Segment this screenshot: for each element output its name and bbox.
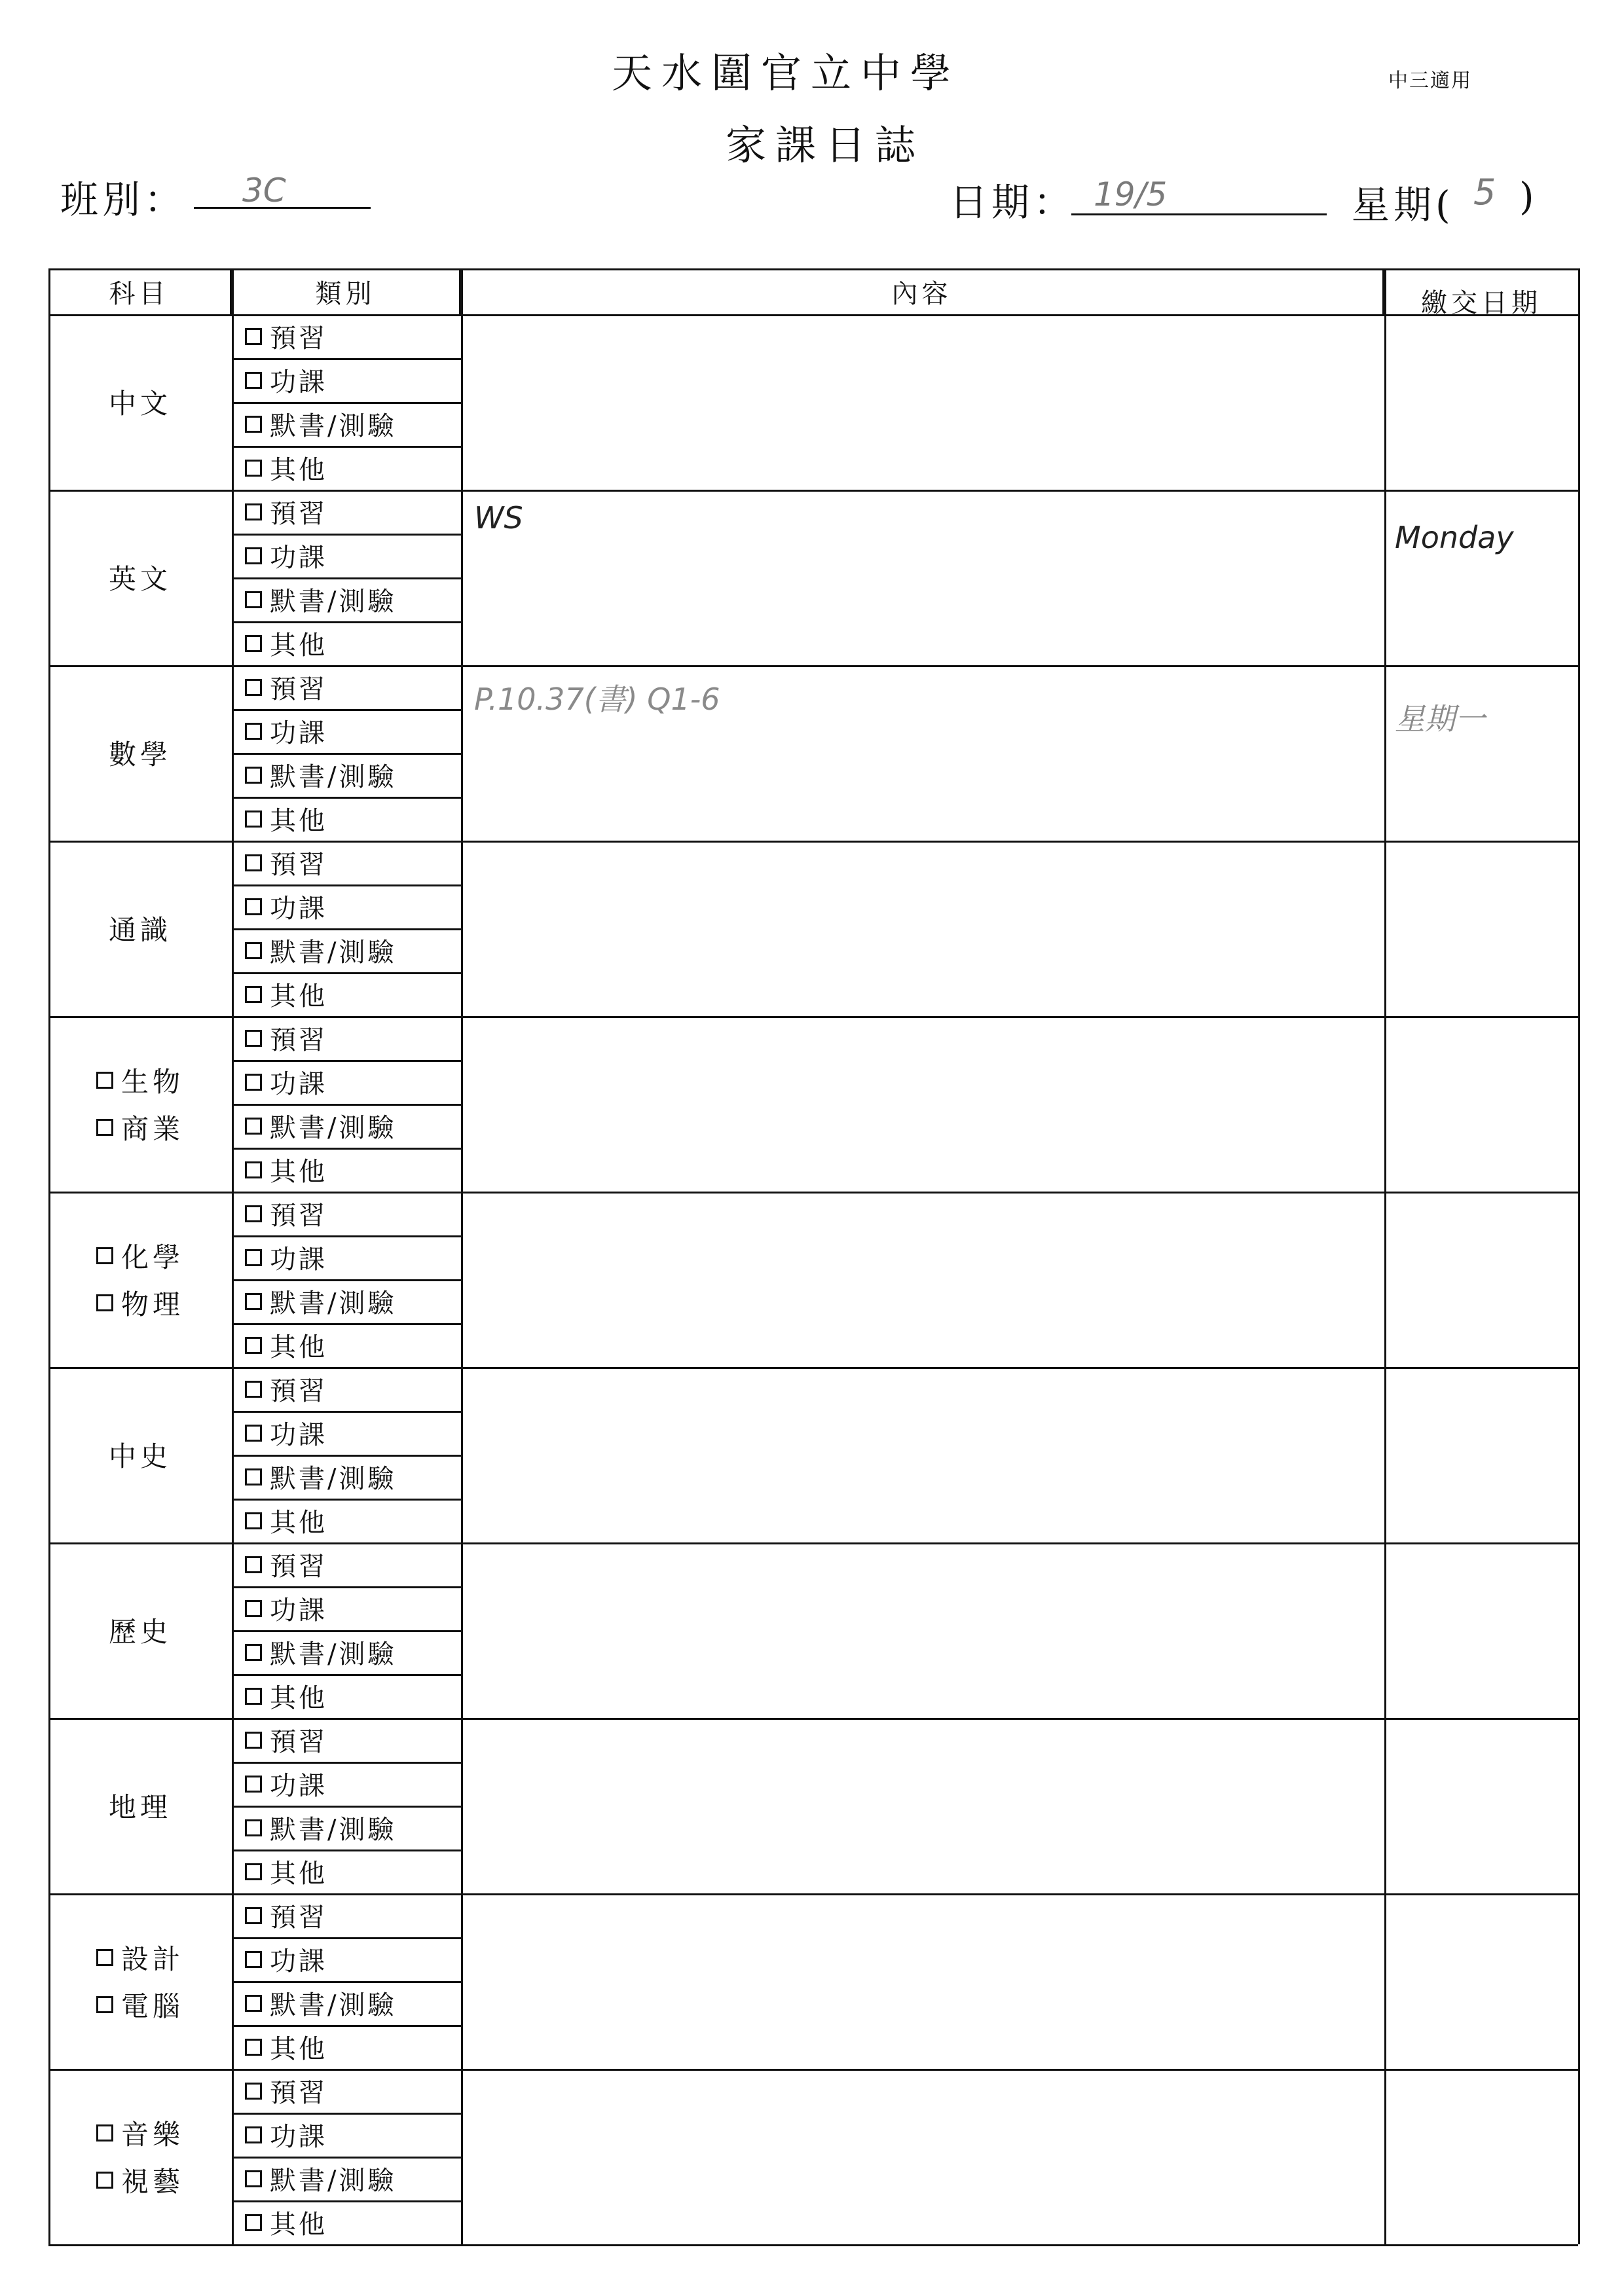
subject-label: 中史: [108, 1440, 172, 1472]
subject-option[interactable]: [96, 1108, 184, 1147]
checkbox-icon[interactable]: [245, 591, 262, 608]
subject-label: 通識: [108, 914, 172, 946]
category-row-line: [232, 1806, 461, 1808]
category-item[interactable]: [245, 1367, 327, 1411]
checkbox-icon[interactable]: [96, 1247, 113, 1264]
category-item[interactable]: [245, 972, 327, 1016]
checkbox-icon[interactable]: [245, 1074, 262, 1091]
checkbox-icon[interactable]: [245, 1118, 262, 1135]
category-label: 功課: [270, 718, 327, 748]
checkbox-icon[interactable]: [245, 1819, 262, 1836]
subject-option-label: 視藝: [120, 2166, 184, 2198]
category-item[interactable]: [245, 1411, 327, 1455]
subject-option-label: 電腦: [120, 1990, 184, 2022]
checkbox-icon[interactable]: [245, 986, 262, 1003]
subject-cell: [48, 1542, 232, 1718]
checkbox-icon[interactable]: [245, 1863, 262, 1880]
category-label: 默書/測驗: [270, 1288, 397, 1319]
category-item[interactable]: [245, 2025, 327, 2069]
homework-content: WS: [474, 500, 523, 536]
category-row-line: [232, 577, 461, 579]
category-row-line: [232, 402, 461, 404]
category-label: 其他: [270, 981, 327, 1011]
document-title: 家課日誌: [725, 121, 925, 169]
category-item[interactable]: [245, 1542, 327, 1586]
category-label: 功課: [270, 1771, 327, 1801]
checkbox-icon[interactable]: [245, 898, 262, 915]
checkbox-icon[interactable]: [245, 1995, 262, 2012]
category-label: 預習: [270, 674, 327, 704]
category-item[interactable]: [245, 1235, 327, 1279]
category-item[interactable]: [245, 1016, 327, 1060]
category-row-line: [232, 1411, 461, 1413]
category-item[interactable]: [245, 1762, 327, 1806]
category-row-line: [232, 534, 461, 536]
checkbox-icon[interactable]: [245, 1512, 262, 1529]
due-date: 星期一: [1395, 701, 1485, 737]
category-item[interactable]: [245, 577, 396, 621]
subject-option-label: 商業: [120, 1113, 184, 1145]
checkbox-icon[interactable]: [245, 1337, 262, 1354]
checkbox-icon[interactable]: [245, 1644, 262, 1661]
category-row-line: [232, 1850, 461, 1851]
category-label: 默書/測驗: [270, 1639, 397, 1669]
category-item[interactable]: [245, 490, 327, 534]
category-item[interactable]: [245, 1806, 396, 1850]
category-label: 功課: [270, 1069, 327, 1099]
checkbox-icon[interactable]: [245, 2083, 262, 2100]
category-label: 其他: [270, 1859, 327, 1889]
checkbox-icon[interactable]: [245, 372, 262, 389]
category-item[interactable]: [245, 1850, 327, 1893]
category-label: 功課: [270, 894, 327, 924]
category-row-line: [232, 884, 461, 886]
category-label: 其他: [270, 630, 327, 661]
category-label: 其他: [270, 806, 327, 836]
checkbox-icon[interactable]: [245, 811, 262, 828]
checkbox-icon[interactable]: [245, 942, 262, 959]
category-row-line: [232, 1937, 461, 1939]
weekday-label: 星期(: [1352, 183, 1454, 227]
checkbox-icon[interactable]: [245, 2039, 262, 2056]
category-item[interactable]: [245, 1499, 327, 1542]
category-label: 默書/測驗: [270, 1990, 397, 2020]
category-item[interactable]: [245, 2069, 327, 2113]
date-label: 日期：: [950, 180, 1076, 225]
subject-label: 中文: [108, 388, 172, 420]
checkbox-icon[interactable]: [245, 1425, 262, 1442]
category-label: 其他: [270, 1508, 327, 1538]
category-row-line: [232, 2200, 461, 2202]
checkbox-icon[interactable]: [245, 1556, 262, 1573]
category-row-line: [232, 2157, 461, 2159]
header-subject: 科目: [48, 268, 232, 314]
category-row-line: [232, 1981, 461, 1983]
category-row-line: [232, 1586, 461, 1588]
subject-option-label: 音樂: [120, 2119, 184, 2151]
category-label: 功課: [270, 1245, 327, 1275]
category-item[interactable]: [245, 1937, 327, 1981]
checkbox-icon[interactable]: [245, 1293, 262, 1310]
category-label: 默書/測驗: [270, 1815, 397, 1845]
category-label: 默書/測驗: [270, 1113, 397, 1143]
subject-option-label: 生物: [120, 1066, 184, 1098]
subject-cell: [48, 1367, 232, 1542]
category-item[interactable]: [245, 1323, 327, 1367]
category-label: 預習: [270, 1552, 327, 1582]
subject-option-label: 設計: [120, 1943, 184, 1975]
category-item[interactable]: [245, 314, 327, 358]
category-row-line: [232, 1674, 461, 1676]
category-label: 默書/測驗: [270, 2166, 397, 2196]
checkbox-icon[interactable]: [245, 547, 262, 564]
category-label: 其他: [270, 1157, 327, 1187]
checkbox-icon[interactable]: [245, 460, 262, 477]
category-row-line: [232, 753, 461, 755]
category-item[interactable]: [245, 1455, 396, 1499]
category-item[interactable]: [245, 1279, 396, 1323]
category-item[interactable]: [245, 1630, 396, 1674]
category-item[interactable]: [245, 928, 396, 972]
subject-group-line: [48, 2244, 1578, 2246]
category-label: 預習: [270, 850, 327, 880]
category-label: 預習: [270, 323, 327, 354]
category-row-line: [232, 446, 461, 448]
category-label: 預習: [270, 1025, 327, 1055]
category-item[interactable]: [245, 1893, 327, 1937]
checkbox-icon[interactable]: [96, 1072, 113, 1089]
checkbox-icon[interactable]: [245, 2126, 262, 2143]
category-row-line: [232, 2025, 461, 2027]
category-row-line: [232, 1148, 461, 1150]
category-label: 預習: [270, 2078, 327, 2108]
category-row-line: [232, 1104, 461, 1106]
category-label: 默書/測驗: [270, 411, 397, 441]
subject-cell: [48, 1893, 232, 2069]
checkbox-icon[interactable]: [245, 767, 262, 784]
category-label: 其他: [270, 1683, 327, 1713]
subject-label: 英文: [108, 563, 172, 595]
category-label: 功課: [270, 367, 327, 397]
category-row-line: [232, 928, 461, 930]
category-label: 預習: [270, 1376, 327, 1406]
category-item[interactable]: [245, 2113, 327, 2157]
checkbox-icon[interactable]: [245, 1468, 262, 1485]
category-row-line: [232, 1499, 461, 1501]
category-item[interactable]: [245, 1586, 327, 1630]
checkbox-icon[interactable]: [96, 1294, 113, 1311]
category-row-line: [232, 1323, 461, 1325]
subject-option-label: 化學: [120, 1241, 184, 1273]
category-item[interactable]: [245, 797, 327, 841]
category-label: 預習: [270, 1903, 327, 1933]
subject-cell: [48, 314, 232, 490]
checkbox-icon[interactable]: [96, 2172, 113, 2189]
header-category: 類別: [232, 268, 461, 314]
column-line: [461, 268, 463, 2244]
category-item[interactable]: [245, 621, 327, 665]
category-label: 功課: [270, 1946, 327, 1977]
category-item[interactable]: [245, 665, 327, 709]
checkbox-icon[interactable]: [245, 723, 262, 740]
category-label: 預習: [270, 1727, 327, 1757]
category-item[interactable]: [245, 1674, 327, 1718]
form-usage-note: 中三適用: [1388, 69, 1472, 92]
category-label: 預習: [270, 499, 327, 529]
category-item[interactable]: [245, 884, 327, 928]
subject-option[interactable]: [96, 2113, 184, 2153]
category-label: 功課: [270, 543, 327, 573]
checkbox-icon[interactable]: [96, 2124, 113, 2141]
class-label: 班別：: [60, 177, 187, 222]
category-item[interactable]: [245, 1060, 327, 1104]
category-row-line: [232, 1060, 461, 1062]
table-border-top: [48, 268, 1578, 270]
category-row-line: [232, 1630, 461, 1632]
category-row-line: [232, 797, 461, 799]
category-item[interactable]: [245, 2157, 396, 2200]
checkbox-icon[interactable]: [245, 1205, 262, 1222]
category-row-line: [232, 972, 461, 974]
checkbox-icon[interactable]: [96, 1949, 113, 1966]
category-item[interactable]: [245, 1981, 396, 2025]
category-item[interactable]: [245, 358, 327, 402]
subject-cell: [48, 2069, 232, 2244]
category-item[interactable]: [245, 1718, 327, 1762]
subject-option[interactable]: [96, 1938, 184, 1977]
school-name: 天水圍官立中學: [611, 49, 960, 97]
subject-option[interactable]: [96, 2160, 184, 2200]
subject-cell: [48, 1192, 232, 1367]
category-label: 默書/測驗: [270, 587, 397, 617]
category-label: 功課: [270, 2122, 327, 2152]
category-item[interactable]: [245, 1148, 327, 1192]
category-row-line: [232, 1455, 461, 1457]
subject-option[interactable]: [96, 1061, 184, 1100]
checkbox-icon[interactable]: [245, 1951, 262, 1968]
category-item[interactable]: [245, 402, 396, 446]
checkbox-icon[interactable]: [245, 1600, 262, 1617]
weekday-value: 5: [1473, 172, 1496, 213]
checkbox-icon[interactable]: [96, 1996, 113, 2013]
checkbox-icon[interactable]: [245, 1030, 262, 1047]
checkbox-icon[interactable]: [245, 679, 262, 696]
checkbox-icon[interactable]: [245, 328, 262, 345]
category-label: 其他: [270, 455, 327, 485]
category-item[interactable]: [245, 1192, 327, 1235]
checkbox-icon[interactable]: [245, 854, 262, 871]
category-row-line: [232, 1762, 461, 1764]
class-value: 3C: [242, 172, 286, 210]
category-row-line: [232, 1235, 461, 1237]
header-due-date: 繳交日期: [1421, 287, 1541, 318]
category-label: 其他: [270, 2034, 327, 2064]
category-label: 預習: [270, 1201, 327, 1231]
homework-table: [48, 268, 1578, 2240]
checkbox-icon[interactable]: [245, 1732, 262, 1749]
subject-label: 歷史: [108, 1616, 172, 1648]
checkbox-icon[interactable]: [245, 1776, 262, 1793]
category-item[interactable]: [245, 753, 396, 797]
category-item[interactable]: [245, 709, 327, 753]
checkbox-icon[interactable]: [245, 1249, 262, 1266]
category-row-line: [232, 621, 461, 623]
category-row-line: [232, 1279, 461, 1281]
date-underline: [1071, 213, 1327, 215]
due-date: Monday: [1395, 520, 1514, 555]
checkbox-icon[interactable]: [245, 1381, 262, 1398]
subject-label: 數學: [108, 738, 172, 771]
category-label: 默書/測驗: [270, 938, 397, 968]
subject-cell: [48, 490, 232, 665]
subject-cell: [48, 1016, 232, 1192]
checkbox-icon[interactable]: [245, 503, 262, 520]
checkbox-icon[interactable]: [245, 1161, 262, 1178]
subject-option[interactable]: [96, 1236, 184, 1275]
header-content: 內容: [461, 268, 1384, 314]
checkbox-icon[interactable]: [245, 416, 262, 433]
checkbox-icon[interactable]: [245, 1907, 262, 1924]
weekday-close: ): [1519, 174, 1538, 219]
category-item[interactable]: [245, 2200, 327, 2244]
category-label: 默書/測驗: [270, 762, 397, 792]
checkbox-icon[interactable]: [245, 1688, 262, 1705]
category-label: 功課: [270, 1595, 327, 1626]
category-item[interactable]: [245, 841, 327, 884]
category-item[interactable]: [245, 446, 327, 490]
category-row-line: [232, 2113, 461, 2115]
subject-label: 地理: [108, 1791, 172, 1823]
checkbox-icon[interactable]: [245, 635, 262, 652]
category-row-line: [232, 358, 461, 360]
homework-content: P.10.37(書) Q1-6: [474, 682, 720, 717]
checkbox-icon[interactable]: [245, 2214, 262, 2231]
column-line: [1384, 268, 1386, 2244]
checkbox-icon[interactable]: [96, 1119, 113, 1136]
subject-option-label: 物理: [120, 1288, 184, 1321]
category-label: 其他: [270, 1332, 327, 1362]
subject-cell: [48, 1718, 232, 1893]
subject-cell: [48, 665, 232, 841]
category-item[interactable]: [245, 534, 327, 577]
checkbox-icon[interactable]: [245, 2170, 262, 2187]
column-line: [232, 268, 234, 2244]
subject-cell: [48, 841, 232, 1016]
column-line: [1578, 268, 1580, 2244]
category-row-line: [232, 709, 461, 711]
category-label: 其他: [270, 2210, 327, 2240]
date-value: 19/5: [1094, 175, 1168, 213]
subject-option[interactable]: [96, 1283, 184, 1322]
category-item[interactable]: [245, 1104, 396, 1148]
category-label: 默書/測驗: [270, 1464, 397, 1494]
category-label: 功課: [270, 1420, 327, 1450]
subject-option[interactable]: [96, 1985, 184, 2024]
